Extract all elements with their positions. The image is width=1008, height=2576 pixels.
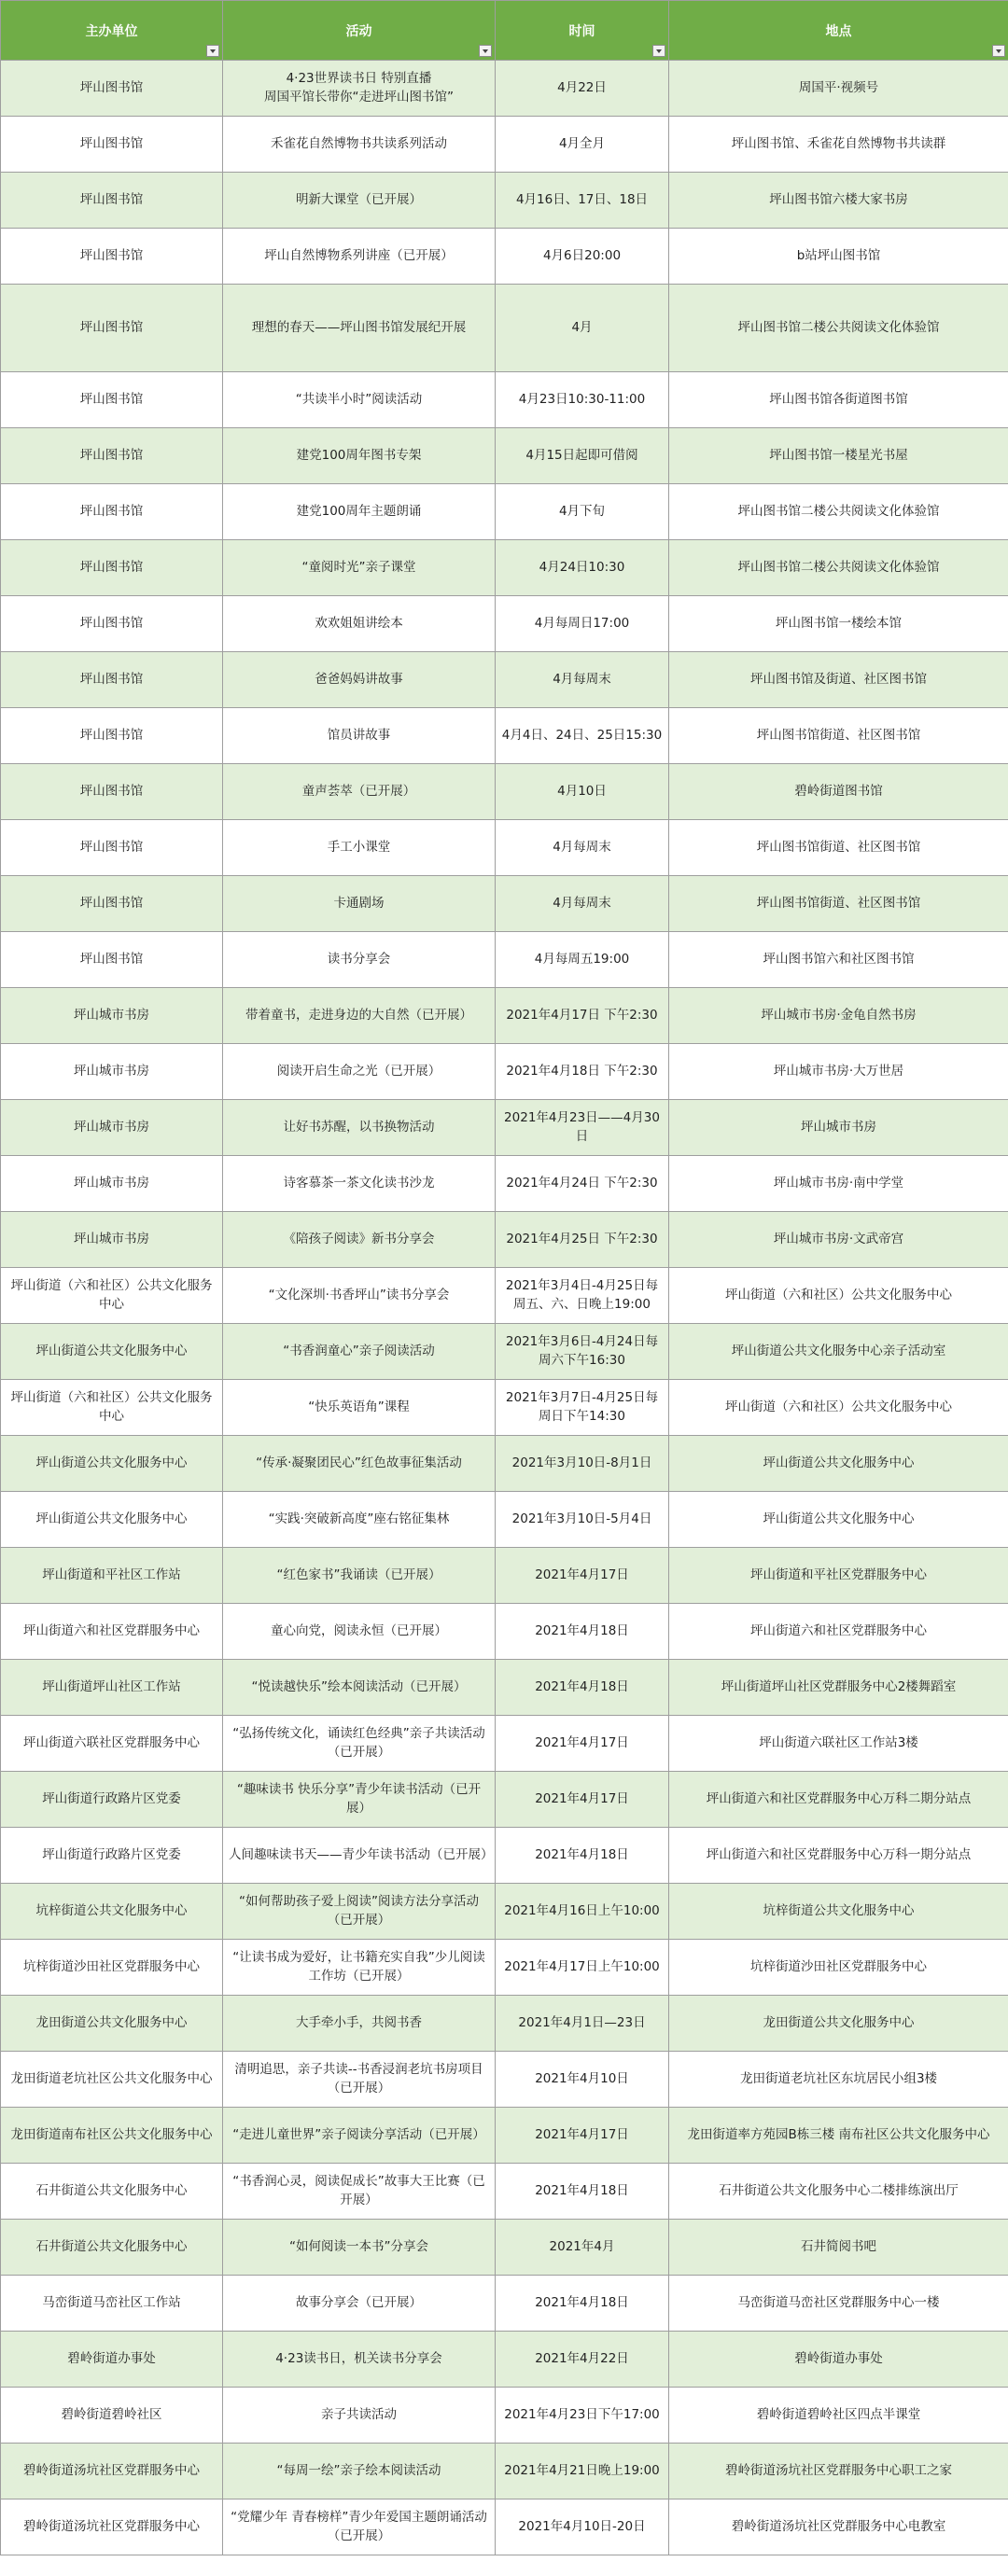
- table-row[interactable]: [1, 1492, 1008, 1548]
- cell-place[interactable]: 龙田街道老坑社区东坑居民小组3楼: [669, 2052, 1008, 2108]
- cell-place[interactable]: 坪山图书馆街道、社区图书馆: [669, 820, 1008, 876]
- table-row[interactable]: [1, 285, 1008, 372]
- cell-time[interactable]: 2021年4月23日——4月30日: [496, 1100, 669, 1156]
- cell-time[interactable]: 4月每周末: [496, 652, 669, 708]
- cell-activity[interactable]: “书香润童心”亲子阅读活动: [223, 1324, 496, 1380]
- cell-org[interactable]: 坪山街道行政路片区党委: [1, 1772, 223, 1828]
- cell-activity[interactable]: “实践·突破新高度”座右铭征集林: [223, 1492, 496, 1548]
- cell-org[interactable]: 坪山城市书房: [1, 1044, 223, 1100]
- cell-time[interactable]: 2021年3月4日-4月25日每周五、六、日晚上19:00: [496, 1268, 669, 1324]
- cell-time[interactable]: 4月每周末: [496, 820, 669, 876]
- table-row[interactable]: [1, 372, 1008, 428]
- table-row[interactable]: [1, 2164, 1008, 2220]
- cell-place[interactable]: 龙田街道率方苑园B栋三楼 南布社区公共文化服务中心: [669, 2108, 1008, 2164]
- cell-activity[interactable]: 《陪孩子阅读》新书分享会: [223, 1212, 496, 1268]
- cell-org[interactable]: 坪山图书馆: [1, 229, 223, 285]
- cell-activity[interactable]: “红色家书”我诵读（已开展）: [223, 1548, 496, 1604]
- cell-time[interactable]: 4月: [496, 285, 669, 372]
- cell-org[interactable]: 坪山图书馆: [1, 876, 223, 932]
- table-row[interactable]: [1, 1156, 1008, 1212]
- cell-activity[interactable]: “党耀少年 青春榜样”青少年爱国主题朗诵活动（已开展）: [223, 2499, 496, 2555]
- table-row[interactable]: [1, 596, 1008, 652]
- cell-org[interactable]: 坪山图书馆: [1, 173, 223, 229]
- cell-time[interactable]: 4月每周日17:00: [496, 596, 669, 652]
- cell-activity[interactable]: 爸爸妈妈讲故事: [223, 652, 496, 708]
- cell-activity[interactable]: 让好书苏醒，以书换物活动: [223, 1100, 496, 1156]
- table-row[interactable]: [1, 1044, 1008, 1100]
- cell-time[interactable]: 2021年4月17日 下午2:30: [496, 988, 669, 1044]
- cell-time[interactable]: 2021年4月24日 下午2:30: [496, 1156, 669, 1212]
- cell-activity[interactable]: 人间趣味读书天——青少年读书活动（已开展）: [223, 1828, 496, 1884]
- cell-time[interactable]: 4月16日、17日、18日: [496, 173, 669, 229]
- cell-activity[interactable]: 童心向党，阅读永恒（已开展）: [223, 1604, 496, 1660]
- table-row[interactable]: [1, 117, 1008, 173]
- cell-org[interactable]: 坪山街道（六和社区）公共文化服务中心: [1, 1380, 223, 1436]
- table-row[interactable]: [1, 540, 1008, 596]
- table-body: [1, 61, 1008, 2555]
- table-row[interactable]: [1, 2388, 1008, 2444]
- table-header: [1, 1, 1008, 61]
- cell-org[interactable]: 坑梓街道公共文化服务中心: [1, 1884, 223, 1940]
- table-row[interactable]: [1, 1212, 1008, 1268]
- table-row[interactable]: [1, 61, 1008, 117]
- cell-activity[interactable]: 诗客慕茶一茶文化读书沙龙: [223, 1156, 496, 1212]
- cell-place[interactable]: 坪山图书馆二楼公共阅读文化体验馆: [669, 484, 1008, 540]
- cell-place[interactable]: 坪山街道六和社区党群服务中心万科二期分站点: [669, 1772, 1008, 1828]
- cell-place[interactable]: 碧岭街道办事处: [669, 2332, 1008, 2388]
- cell-activity[interactable]: 卡通剧场: [223, 876, 496, 932]
- cell-place[interactable]: 坪山街道（六和社区）公共文化服务中心: [669, 1380, 1008, 1436]
- cell-time[interactable]: 2021年4月17日: [496, 2108, 669, 2164]
- table-row[interactable]: [1, 1828, 1008, 1884]
- column-header-place[interactable]: [669, 1, 1008, 61]
- cell-time[interactable]: 2021年4月17日: [496, 1548, 669, 1604]
- cell-place[interactable]: 坑梓街道沙田社区党群服务中心: [669, 1940, 1008, 1996]
- cell-activity[interactable]: “走进儿童世界”亲子阅读分享活动（已开展）: [223, 2108, 496, 2164]
- cell-place[interactable]: 坪山图书馆及街道、社区图书馆: [669, 652, 1008, 708]
- cell-time[interactable]: 2021年4月1日—23日: [496, 1996, 669, 2052]
- cell-activity[interactable]: 坪山自然博物系列讲座（已开展）: [223, 229, 496, 285]
- column-header-time[interactable]: [496, 1, 669, 61]
- cell-org[interactable]: 坪山图书馆: [1, 932, 223, 988]
- cell-org[interactable]: 龙田街道公共文化服务中心: [1, 1996, 223, 2052]
- cell-org[interactable]: 碧岭街道汤坑社区党群服务中心: [1, 2499, 223, 2555]
- cell-activity[interactable]: “如何阅读一本书”分享会: [223, 2220, 496, 2276]
- table-row[interactable]: [1, 1716, 1008, 1772]
- cell-place[interactable]: 碧岭街道汤坑社区党群服务中心电教室: [669, 2499, 1008, 2555]
- cell-time[interactable]: 4月6日20:00: [496, 229, 669, 285]
- table-row[interactable]: [1, 173, 1008, 229]
- cell-time[interactable]: 4月15日起即可借阅: [496, 428, 669, 484]
- cell-time[interactable]: 2021年4月25日 下午2:30: [496, 1212, 669, 1268]
- cell-place[interactable]: 坪山城市书房·南中学堂: [669, 1156, 1008, 1212]
- cell-activity[interactable]: 带着童书，走进身边的大自然（已开展）: [223, 988, 496, 1044]
- cell-activity[interactable]: 理想的春天——坪山图书馆发展纪开展: [223, 285, 496, 372]
- cell-time[interactable]: 4月每周末: [496, 876, 669, 932]
- cell-org[interactable]: 坪山街道和平社区工作站: [1, 1548, 223, 1604]
- cell-place[interactable]: 龙田街道公共文化服务中心: [669, 1996, 1008, 2052]
- cell-place[interactable]: 石井简阅书吧: [669, 2220, 1008, 2276]
- table-row[interactable]: [1, 2499, 1008, 2555]
- cell-org[interactable]: 坪山街道六和社区党群服务中心: [1, 1604, 223, 1660]
- table-row[interactable]: [1, 2276, 1008, 2332]
- header-row: [1, 1, 1008, 61]
- cell-org[interactable]: 坪山图书馆: [1, 708, 223, 764]
- cell-place[interactable]: 坪山街道（六和社区）公共文化服务中心: [669, 1268, 1008, 1324]
- cell-org[interactable]: 坪山图书馆: [1, 285, 223, 372]
- column-header-activity[interactable]: [223, 1, 496, 61]
- cell-time[interactable]: 4月每周五19:00: [496, 932, 669, 988]
- cell-org[interactable]: 碧岭街道汤坑社区党群服务中心: [1, 2444, 223, 2499]
- cell-org[interactable]: 石井街道公共文化服务中心: [1, 2220, 223, 2276]
- cell-activity[interactable]: “快乐英语角”课程: [223, 1380, 496, 1436]
- cell-activity[interactable]: 建党100周年主题朗诵: [223, 484, 496, 540]
- cell-activity[interactable]: “书香润心灵，阅读促成长”故事大王比赛（已开展）: [223, 2164, 496, 2220]
- cell-time[interactable]: 4月4日、24日、25日15:30: [496, 708, 669, 764]
- cell-org[interactable]: 坪山街道公共文化服务中心: [1, 1324, 223, 1380]
- cell-activity[interactable]: 读书分享会: [223, 932, 496, 988]
- cell-activity[interactable]: 故事分享会（已开展）: [223, 2276, 496, 2332]
- cell-activity[interactable]: 手工小课堂: [223, 820, 496, 876]
- cell-place[interactable]: 坪山街道六和社区党群服务中心: [669, 1604, 1008, 1660]
- cell-time[interactable]: 2021年3月7日-4月25日每周日下午14:30: [496, 1380, 669, 1436]
- table-row[interactable]: [1, 1604, 1008, 1660]
- cell-org[interactable]: 坪山城市书房: [1, 1156, 223, 1212]
- cell-place[interactable]: 坑梓街道公共文化服务中心: [669, 1884, 1008, 1940]
- cell-activity[interactable]: 童声荟萃（已开展）: [223, 764, 496, 820]
- cell-time[interactable]: 2021年4月18日: [496, 1604, 669, 1660]
- cell-org[interactable]: 坪山图书馆: [1, 61, 223, 117]
- cell-activity[interactable]: 大手牵小手，共阅书香: [223, 1996, 496, 2052]
- table-row[interactable]: [1, 932, 1008, 988]
- table-row[interactable]: [1, 1100, 1008, 1156]
- cell-time[interactable]: 2021年4月10日-20日: [496, 2499, 669, 2555]
- cell-org[interactable]: 石井街道公共文化服务中心: [1, 2164, 223, 2220]
- cell-activity[interactable]: “悦读越快乐”绘本阅读活动（已开展）: [223, 1660, 496, 1716]
- cell-activity[interactable]: “共读半小时”阅读活动: [223, 372, 496, 428]
- cell-org[interactable]: 坪山街道公共文化服务中心: [1, 1436, 223, 1492]
- table-row[interactable]: [1, 2332, 1008, 2388]
- cell-place[interactable]: 石井街道公共文化服务中心二楼排练演出厅: [669, 2164, 1008, 2220]
- column-header-org[interactable]: [1, 1, 223, 61]
- cell-time[interactable]: 2021年3月10日-5月4日: [496, 1492, 669, 1548]
- cell-activity[interactable]: 禾雀花自然博物书共读系列活动: [223, 117, 496, 173]
- table-row[interactable]: [1, 2220, 1008, 2276]
- column-header-label: 时间: [568, 23, 595, 39]
- cell-place[interactable]: 周国平·视频号: [669, 61, 1008, 117]
- cell-org[interactable]: 坪山图书馆: [1, 428, 223, 484]
- cell-place[interactable]: 坪山城市书房·金龟自然书房: [669, 988, 1008, 1044]
- cell-org[interactable]: 龙田街道老坑社区公共文化服务中心: [1, 2052, 223, 2108]
- cell-org[interactable]: 坪山街道（六和社区）公共文化服务中心: [1, 1268, 223, 1324]
- cell-activity[interactable]: 亲子共读活动: [223, 2388, 496, 2444]
- cell-place[interactable]: 坪山街道公共文化服务中心: [669, 1436, 1008, 1492]
- cell-org[interactable]: 坪山图书馆: [1, 764, 223, 820]
- cell-time[interactable]: 2021年4月: [496, 2220, 669, 2276]
- cell-place[interactable]: 碧岭街道碧岭社区四点半课堂: [669, 2388, 1008, 2444]
- cell-org[interactable]: 坪山城市书房: [1, 988, 223, 1044]
- table-row[interactable]: [1, 1996, 1008, 2052]
- cell-place[interactable]: 坪山图书馆街道、社区图书馆: [669, 708, 1008, 764]
- cell-place[interactable]: 坪山城市书房·大万世居: [669, 1044, 1008, 1100]
- cell-time[interactable]: 2021年4月16日上午10:00: [496, 1884, 669, 1940]
- table-row[interactable]: [1, 1380, 1008, 1436]
- table-row[interactable]: [1, 1772, 1008, 1828]
- filter-dropdown-icon[interactable]: [992, 45, 1005, 57]
- cell-activity[interactable]: “文化深圳·书香坪山”读书分享会: [223, 1268, 496, 1324]
- cell-org[interactable]: 坪山图书馆: [1, 540, 223, 596]
- cell-time[interactable]: 4月24日10:30: [496, 540, 669, 596]
- cell-activity[interactable]: “弘扬传统文化，诵读红色经典”亲子共读活动（已开展）: [223, 1716, 496, 1772]
- cell-org[interactable]: 坪山图书馆: [1, 484, 223, 540]
- cell-time[interactable]: 2021年3月10日-8月1日: [496, 1436, 669, 1492]
- cell-activity[interactable]: 馆员讲故事: [223, 708, 496, 764]
- cell-activity[interactable]: “传承·凝聚团民心”红色故事征集活动: [223, 1436, 496, 1492]
- table-row[interactable]: [1, 1324, 1008, 1380]
- table-row[interactable]: [1, 764, 1008, 820]
- cell-place[interactable]: 坪山图书馆二楼公共阅读文化体验馆: [669, 540, 1008, 596]
- cell-time[interactable]: 4月全月: [496, 117, 669, 173]
- cell-place[interactable]: 坪山城市书房·文武帝宫: [669, 1212, 1008, 1268]
- cell-place[interactable]: 坪山图书馆、禾雀花自然博物书共读群: [669, 117, 1008, 173]
- cell-place[interactable]: 坪山街道和平社区党群服务中心: [669, 1548, 1008, 1604]
- cell-activity[interactable]: 4·23世界读书日 特别直播 周国平馆长带你“走进坪山图书馆”: [223, 61, 496, 117]
- table-row[interactable]: [1, 708, 1008, 764]
- cell-place[interactable]: 坪山图书馆街道、社区图书馆: [669, 876, 1008, 932]
- table-row[interactable]: [1, 988, 1008, 1044]
- cell-place[interactable]: 坪山街道六和社区党群服务中心万科一期分站点: [669, 1828, 1008, 1884]
- cell-org[interactable]: 坪山街道行政路片区党委: [1, 1828, 223, 1884]
- cell-time[interactable]: 2021年4月18日: [496, 1828, 669, 1884]
- cell-org[interactable]: 坪山图书馆: [1, 117, 223, 173]
- cell-place[interactable]: 坪山图书馆六和社区图书馆: [669, 932, 1008, 988]
- cell-place[interactable]: 坪山图书馆六楼大家书房: [669, 173, 1008, 229]
- cell-org[interactable]: 坑梓街道沙田社区党群服务中心: [1, 1940, 223, 1996]
- cell-org[interactable]: 坪山街道六联社区党群服务中心: [1, 1716, 223, 1772]
- cell-time[interactable]: 2021年4月21日晚上19:00: [496, 2444, 669, 2499]
- cell-time[interactable]: 2021年4月18日: [496, 2276, 669, 2332]
- cell-place[interactable]: 坪山街道公共文化服务中心: [669, 1492, 1008, 1548]
- table-row[interactable]: [1, 1660, 1008, 1716]
- cell-org[interactable]: 龙田街道南布社区公共文化服务中心: [1, 2108, 223, 2164]
- table-row[interactable]: [1, 2108, 1008, 2164]
- cell-activity[interactable]: 欢欢姐姐讲绘本: [223, 596, 496, 652]
- cell-activity[interactable]: 建党100周年图书专架: [223, 428, 496, 484]
- table-row[interactable]: [1, 820, 1008, 876]
- cell-time[interactable]: 4月下旬: [496, 484, 669, 540]
- cell-activity[interactable]: “每周一绘”亲子绘本阅读活动: [223, 2444, 496, 2499]
- cell-time[interactable]: 4月22日: [496, 61, 669, 117]
- table-row[interactable]: [1, 1884, 1008, 1940]
- cell-time[interactable]: 2021年4月17日上午10:00: [496, 1940, 669, 1996]
- cell-place[interactable]: 坪山图书馆一楼绘本馆: [669, 596, 1008, 652]
- cell-org[interactable]: 坪山图书馆: [1, 372, 223, 428]
- cell-activity[interactable]: “让读书成为爱好，让书籍充实自我”少儿阅读工作坊（已开展）: [223, 1940, 496, 1996]
- cell-place[interactable]: 碧岭街道图书馆: [669, 764, 1008, 820]
- cell-time[interactable]: 4月10日: [496, 764, 669, 820]
- cell-time[interactable]: 2021年4月18日: [496, 1660, 669, 1716]
- cell-org[interactable]: 坪山图书馆: [1, 596, 223, 652]
- cell-activity[interactable]: “如何帮助孩子爱上阅读”阅读方法分享活动（已开展）: [223, 1884, 496, 1940]
- table-row[interactable]: [1, 1940, 1008, 1996]
- filter-dropdown-icon[interactable]: [652, 45, 665, 57]
- cell-place[interactable]: 碧岭街道汤坑社区党群服务中心职工之家: [669, 2444, 1008, 2499]
- table-row[interactable]: [1, 876, 1008, 932]
- cell-activity[interactable]: 阅读开启生命之光（已开展）: [223, 1044, 496, 1100]
- column-header-label: 主办单位: [85, 23, 138, 39]
- cell-activity[interactable]: “童阅时光”亲子课堂: [223, 540, 496, 596]
- column-header-label: 活动: [345, 23, 372, 39]
- cell-org[interactable]: 坪山城市书房: [1, 1212, 223, 1268]
- table-row[interactable]: [1, 484, 1008, 540]
- cell-time[interactable]: 2021年4月22日: [496, 2332, 669, 2388]
- cell-time[interactable]: 2021年4月18日: [496, 2164, 669, 2220]
- cell-place[interactable]: 坪山图书馆一楼星光书屋: [669, 428, 1008, 484]
- table-row[interactable]: [1, 229, 1008, 285]
- cell-activity[interactable]: 清明追思，亲子共读--书香浸润老坑书房项目（已开展）: [223, 2052, 496, 2108]
- cell-place[interactable]: 坪山城市书房: [669, 1100, 1008, 1156]
- cell-place[interactable]: 坪山图书馆二楼公共阅读文化体验馆: [669, 285, 1008, 372]
- cell-activity[interactable]: 明新大课堂（已开展）: [223, 173, 496, 229]
- table-row[interactable]: [1, 2052, 1008, 2108]
- cell-time[interactable]: 2021年4月10日: [496, 2052, 669, 2108]
- cell-place[interactable]: 坪山街道六联社区工作站3楼: [669, 1716, 1008, 1772]
- cell-time[interactable]: 2021年4月23日下午17:00: [496, 2388, 669, 2444]
- cell-place[interactable]: b站坪山图书馆: [669, 229, 1008, 285]
- cell-org[interactable]: 坪山图书馆: [1, 820, 223, 876]
- column-header-label: 地点: [825, 23, 852, 39]
- cell-place[interactable]: 坪山街道坪山社区党群服务中心2楼舞蹈室: [669, 1660, 1008, 1716]
- table-row[interactable]: [1, 1436, 1008, 1492]
- cell-time[interactable]: 2021年3月6日-4月24日每周六下午16:30: [496, 1324, 669, 1380]
- cell-org[interactable]: 坪山城市书房: [1, 1100, 223, 1156]
- cell-org[interactable]: 坪山街道公共文化服务中心: [1, 1492, 223, 1548]
- cell-place[interactable]: 坪山街道公共文化服务中心亲子活动室: [669, 1324, 1008, 1380]
- cell-time[interactable]: 2021年4月18日 下午2:30: [496, 1044, 669, 1100]
- filter-dropdown-icon[interactable]: [479, 45, 492, 57]
- table-row[interactable]: [1, 652, 1008, 708]
- cell-time[interactable]: 2021年4月17日: [496, 1716, 669, 1772]
- cell-activity[interactable]: 4·23读书日，机关读书分享会: [223, 2332, 496, 2388]
- cell-place[interactable]: 坪山图书馆各街道图书馆: [669, 372, 1008, 428]
- cell-place[interactable]: 马峦街道马峦社区党群服务中心一楼: [669, 2276, 1008, 2332]
- table-row[interactable]: [1, 2444, 1008, 2499]
- cell-org[interactable]: 碧岭街道办事处: [1, 2332, 223, 2388]
- table-row[interactable]: [1, 1548, 1008, 1604]
- table-row[interactable]: [1, 428, 1008, 484]
- cell-org[interactable]: 碧岭街道碧岭社区: [1, 2388, 223, 2444]
- cell-org[interactable]: 坪山图书馆: [1, 652, 223, 708]
- filter-dropdown-icon[interactable]: [206, 45, 219, 57]
- table-row[interactable]: [1, 1268, 1008, 1324]
- cell-time[interactable]: 2021年4月17日: [496, 1772, 669, 1828]
- cell-time[interactable]: 4月23日10:30-11:00: [496, 372, 669, 428]
- cell-org[interactable]: 马峦街道马峦社区工作站: [1, 2276, 223, 2332]
- cell-org[interactable]: 坪山街道坪山社区工作站: [1, 1660, 223, 1716]
- cell-activity[interactable]: “趣味读书 快乐分享”青少年读书活动（已开展）: [223, 1772, 496, 1828]
